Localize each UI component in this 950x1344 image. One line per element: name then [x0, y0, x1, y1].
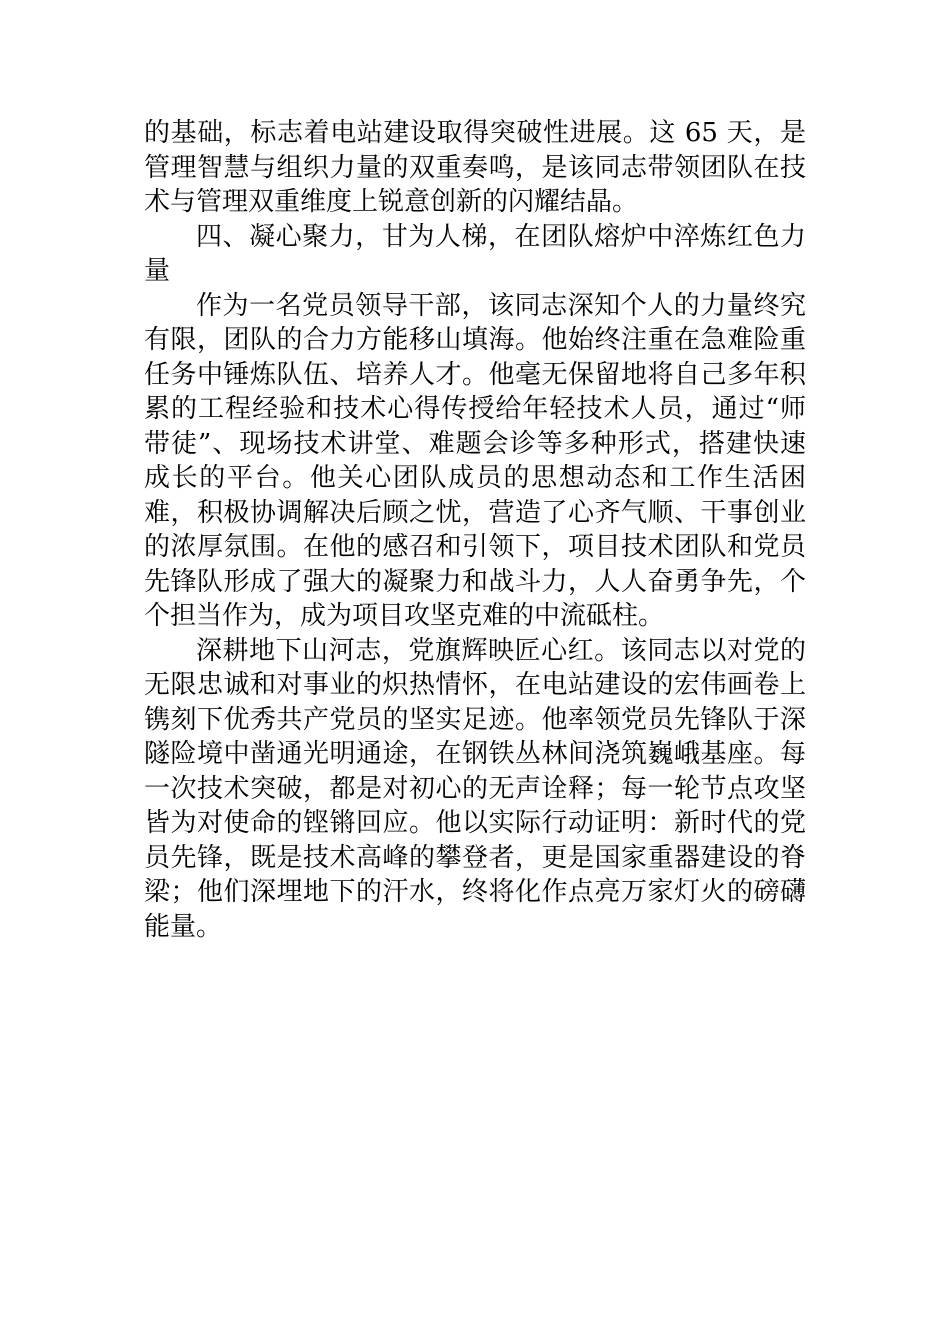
paragraph-conclusion: 深耕地下山河志，党旗辉映匠心红。该同志以对党的无限忠诚和对事业的炽热情怀，在电站建设的宏伟画卷上镌刻下优秀共产党员的坚实足迹。他率领党员先锋队于深隧险境中凿通光明通途，在钢铁丛林间浇筑巍峨基座。每一次技术突破，都是对初心的无声诠释；每一轮节点攻坚皆为对使命的铿锵回应。他以实际行动证明：新时代的党员先锋，既是技术高峰的攀登者，更是国家重器建设的脊梁；他们深埋地下的汗水，终将化作点亮万家灯火的磅礴能量。	[144, 635, 806, 942]
paragraph-team-building: 作为一名党员领导干部，该同志深知个人的力量终究有限，团队的合力方能移山填海。他始终注重在急难险重任务中锤炼队伍、培养人才。他毫无保留地将自己多年积累的工程经验和技术心得传授给年轻技术人员，通过“师带徒”、现场技术讲堂、难题会诊等多种形式，搭建快速成长的平台。他关心团队成员的思想动态和工作生活困难，积极协调解决后顾之忧，营造了心齐气顺、干事创业的浓厚氛围。在他的感召和引领下，项目技术团队和党员先锋队形成了强大的凝聚力和战斗力，人人奋勇争先，个个担当作为，成为项目攻坚克难的中流砥柱。	[144, 290, 806, 631]
document-body	[144, 116, 806, 944]
paragraph-continuation: 的基础，标志着电站建设取得突破性进展。这 65 天，是管理智慧与组织力量的双重奏鸣，是该同志带领团队在技术与管理双重维度上锐意创新的闪耀结晶。	[144, 118, 806, 217]
section-heading: 四、凝心聚力，甘为人梯，在团队熔炉中淬炼红色力量	[144, 221, 806, 286]
